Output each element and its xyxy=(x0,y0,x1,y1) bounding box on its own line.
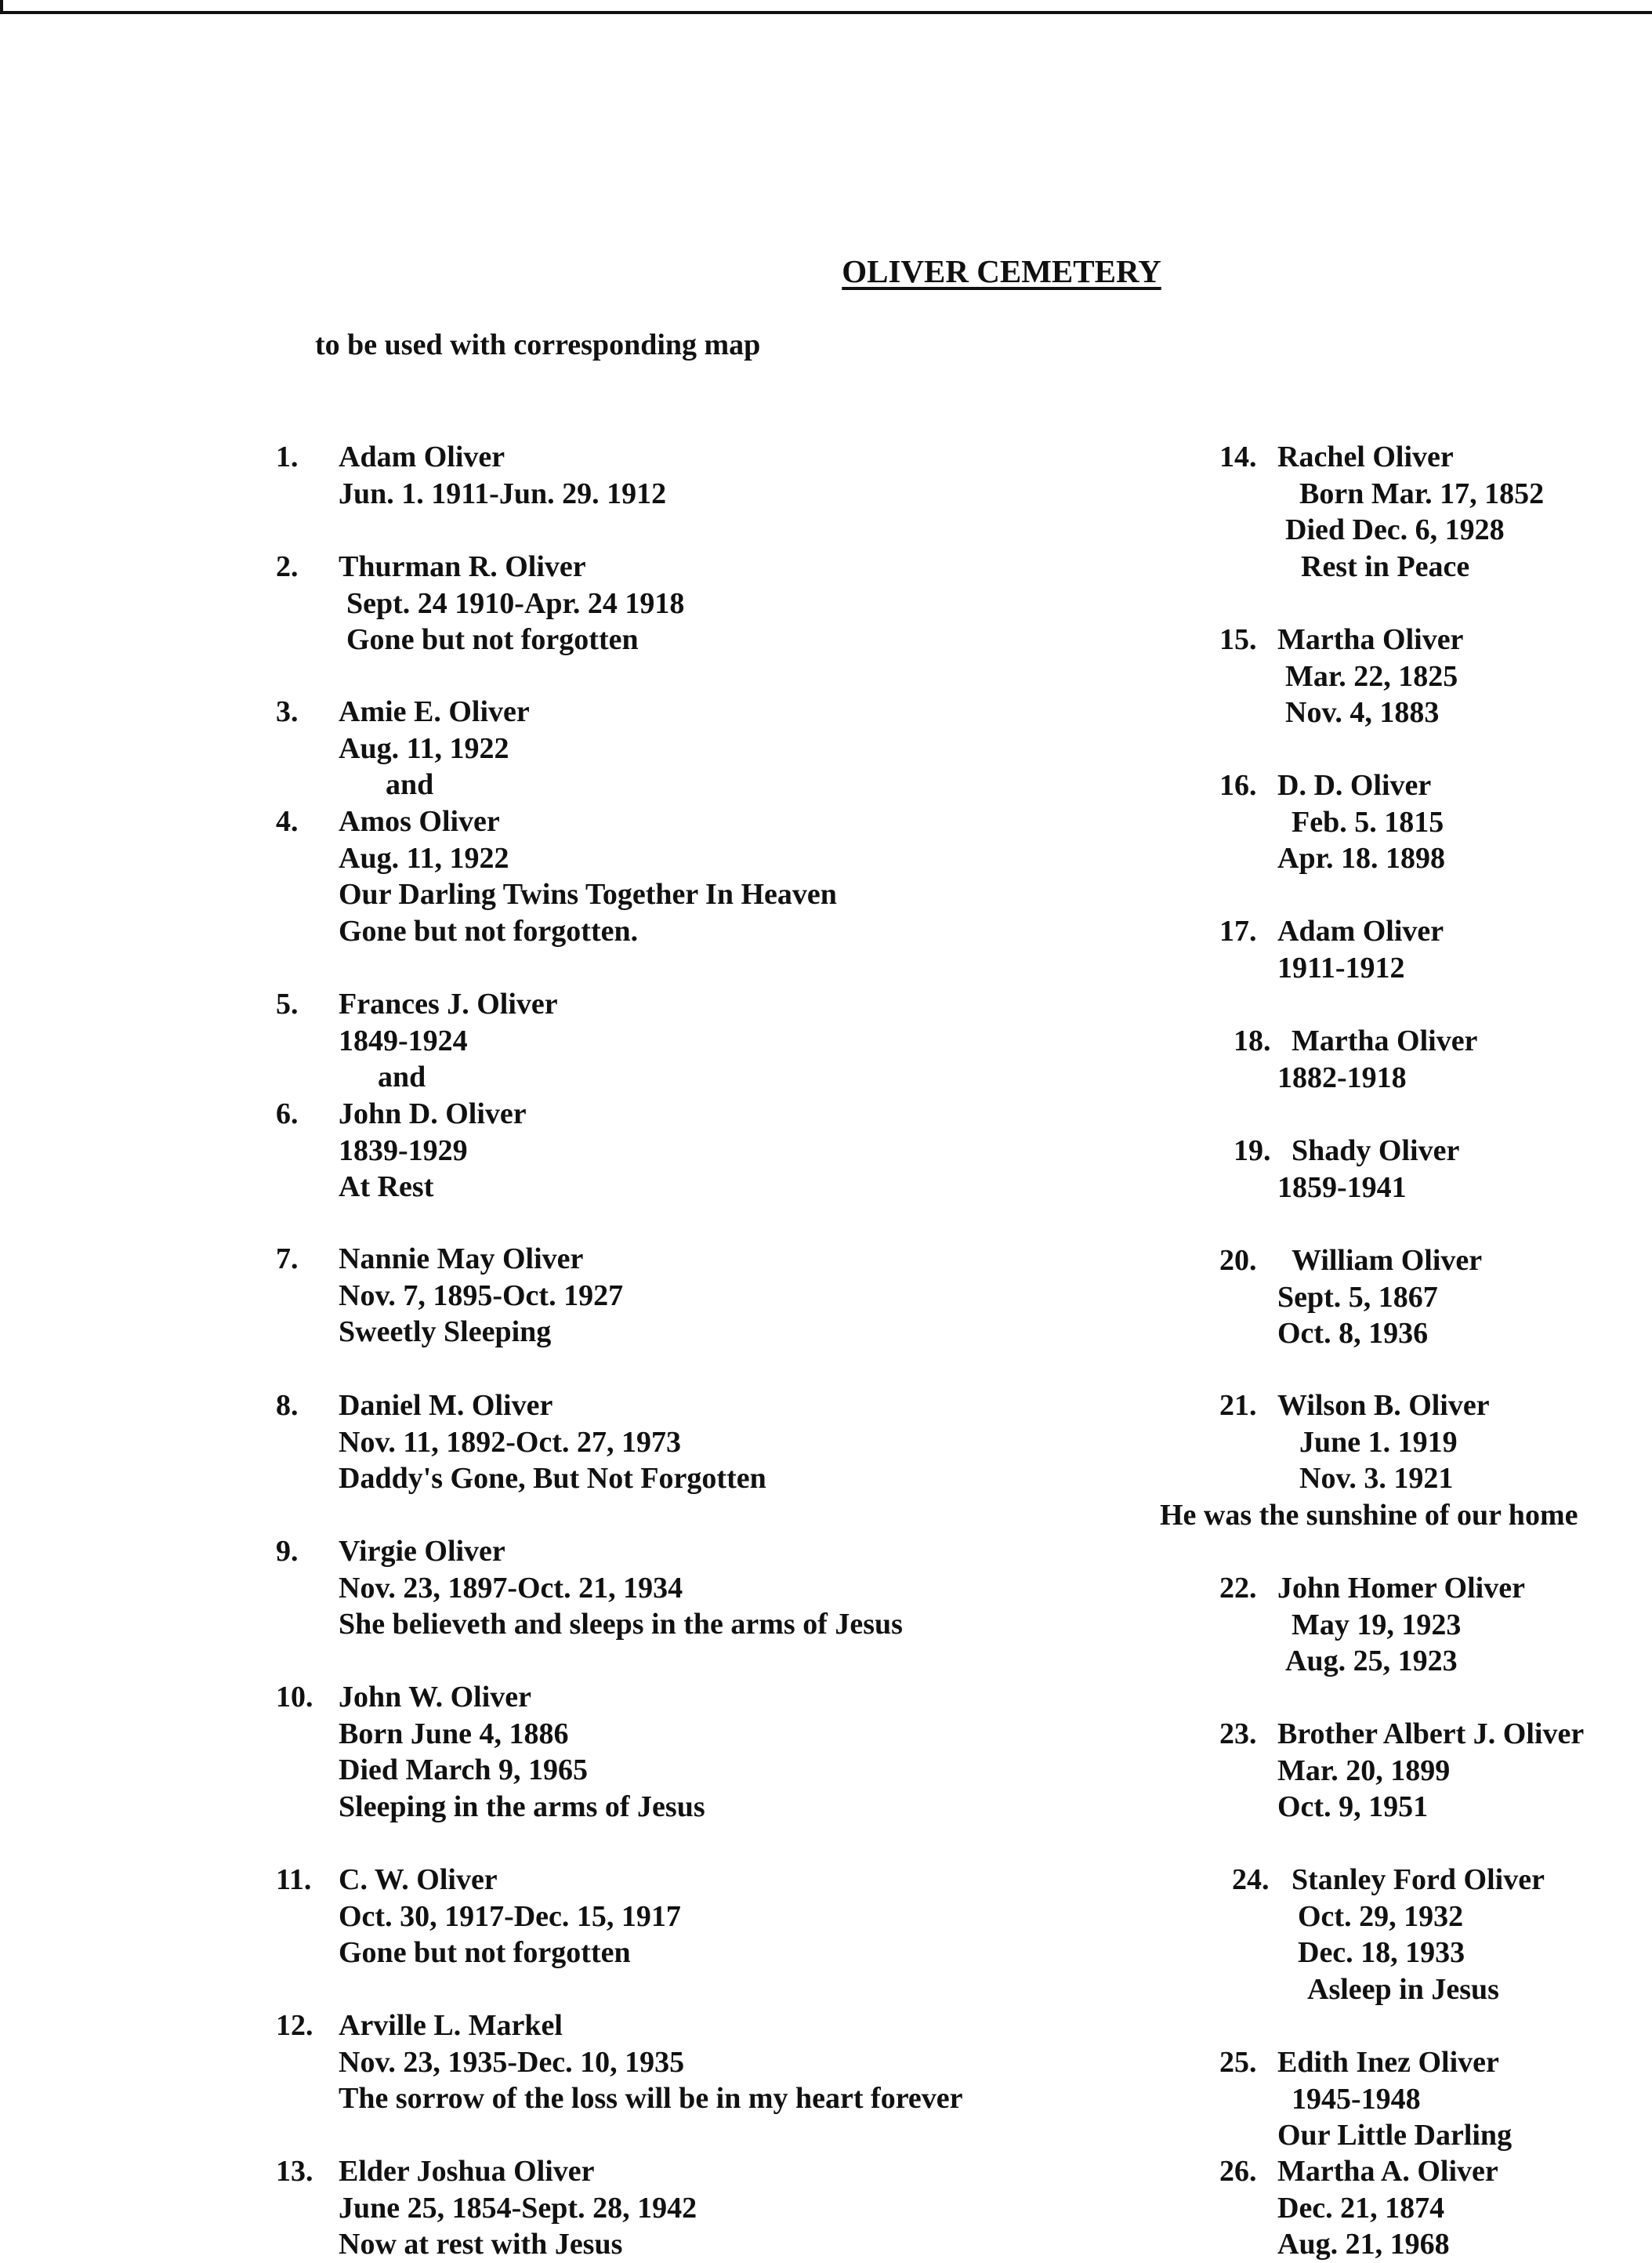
entry-name: Amos Oliver xyxy=(339,805,500,838)
entry-number: 25. xyxy=(1219,2046,1257,2079)
entry-number: 16. xyxy=(1219,769,1257,802)
entry-number: 6. xyxy=(276,1097,299,1130)
entry-number: 17. xyxy=(1219,915,1257,948)
entry-17 xyxy=(0,913,1652,986)
entry-25 xyxy=(0,2044,1652,2154)
entry-14 xyxy=(0,439,1652,585)
top-rule xyxy=(0,11,1652,14)
entry-19 xyxy=(0,1133,1652,1206)
entry-line: Sept. 24 1910-Apr. 24 1918 xyxy=(346,586,685,620)
entry-line: Dec. 18, 1933 xyxy=(1298,1936,1465,1969)
entry-line: He was the sunshine of our home xyxy=(1160,1498,1578,1532)
entry-22 xyxy=(0,1570,1652,1680)
entry-21 xyxy=(0,1387,1652,1533)
entry-number: 12. xyxy=(276,2009,313,2042)
entry-line: Jun. 1. 1911-Jun. 29. 1912 xyxy=(339,477,667,510)
entry-line: Asleep in Jesus xyxy=(1307,1972,1499,2006)
entry-name: Martha Oliver xyxy=(1292,1025,1478,1057)
entry-line: June 25, 1854-Sept. 28, 1942 xyxy=(339,2191,697,2225)
entry-name: C. W. Oliver xyxy=(339,1863,498,1896)
entry-line: Died Dec. 6, 1928 xyxy=(1285,513,1505,546)
entry-line: Gone but not forgotten. xyxy=(339,914,639,948)
entry-number: 2. xyxy=(276,550,299,583)
entry-line: Nov. 11, 1892-Oct. 27, 1973 xyxy=(339,1425,681,1459)
entry-line: Our Little Darling xyxy=(1277,2119,1513,2152)
entry-line: June 1. 1919 xyxy=(1299,1425,1458,1459)
entry-line: Oct. 9, 1951 xyxy=(1277,1790,1429,1823)
entry-name: Martha A. Oliver xyxy=(1277,2155,1498,2188)
entry-15 xyxy=(0,622,1652,731)
entry-line: Rest in Peace xyxy=(1301,549,1470,583)
entry-number: 18. xyxy=(1234,1025,1271,1057)
entry-number: 19. xyxy=(1234,1134,1271,1167)
entry-line: Aug. 11, 1922 xyxy=(339,731,509,765)
entry-line: and xyxy=(378,1061,426,1093)
entry-line: Apr. 18. 1898 xyxy=(1277,842,1445,875)
entry-number: 10. xyxy=(276,1681,313,1714)
entry-number: 5. xyxy=(276,988,299,1021)
entry-24 xyxy=(0,1862,1652,2007)
entry-18 xyxy=(0,1023,1652,1096)
entry-number: 4. xyxy=(276,805,299,838)
entry-line: Gone but not forgotten xyxy=(339,1936,631,1969)
entry-line: 1911-1912 xyxy=(1277,951,1405,985)
entry-line: Nov. 23, 1935-Dec. 10, 1935 xyxy=(339,2045,685,2079)
entry-name: Rachel Oliver xyxy=(1277,441,1454,473)
entry-line: Daddy's Gone, But Not Forgotten xyxy=(339,1462,766,1495)
entry-number: 8. xyxy=(276,1389,299,1422)
entry-line: Oct. 30, 1917-Dec. 15, 1917 xyxy=(339,1899,681,1933)
entry-name: John Homer Oliver xyxy=(1277,1572,1525,1605)
entry-line: Our Darling Twins Together In Heaven xyxy=(339,878,837,911)
entry-line: Oct. 8, 1936 xyxy=(1277,1317,1429,1350)
document-title: OLIVER CEMETERY xyxy=(842,253,1161,289)
entry-name: Arville L. Markel xyxy=(339,2009,563,2042)
entry-name: Nannie May Oliver xyxy=(339,1242,584,1275)
entry-number: 15. xyxy=(1219,623,1257,656)
entry-name: D. D. Oliver xyxy=(1277,769,1432,802)
entry-name: Shady Oliver xyxy=(1292,1134,1460,1167)
entry-number: 26. xyxy=(1219,2155,1257,2188)
entry-line: Now at rest with Jesus xyxy=(339,2228,623,2261)
entry-line: Dec. 21, 1874 xyxy=(1277,2191,1445,2225)
entry-line: 1839-1929 xyxy=(339,1133,468,1167)
entry-name: Edith Inez Oliver xyxy=(1277,2046,1499,2079)
entry-number: 20. xyxy=(1219,1244,1257,1277)
entry-line: 1849-1924 xyxy=(339,1024,468,1057)
entry-number: 23. xyxy=(1219,1717,1257,1750)
entry-line: She believeth and sleeps in the arms of Jesus xyxy=(339,1608,903,1641)
entry-name: Virgie Oliver xyxy=(339,1535,505,1568)
entry-number: 3. xyxy=(276,695,299,728)
entry-line: Nov. 23, 1897-Oct. 21, 1934 xyxy=(339,1571,683,1605)
entry-line: Gone but not forgotten xyxy=(346,623,639,656)
entry-line: Nov. 3. 1921 xyxy=(1299,1462,1454,1495)
entry-name: Brother Albert J. Oliver xyxy=(1277,1717,1585,1750)
entry-name: Wilson B. Oliver xyxy=(1277,1389,1490,1422)
entry-line: At Rest xyxy=(339,1170,434,1203)
entry-number: 14. xyxy=(1219,441,1257,473)
entry-number: 22. xyxy=(1219,1572,1257,1605)
entry-line: Born June 4, 1886 xyxy=(339,1717,569,1750)
entry-26 xyxy=(0,2153,1652,2263)
entry-line: Mar. 20, 1899 xyxy=(1277,1753,1451,1787)
entry-line: Oct. 29, 1932 xyxy=(1298,1899,1464,1933)
entry-line: Nov. 7, 1895-Oct. 1927 xyxy=(339,1278,624,1312)
entry-20 xyxy=(0,1242,1652,1352)
entry-line: Born Mar. 17, 1852 xyxy=(1299,477,1545,510)
entry-number: 1. xyxy=(276,441,299,473)
entry-line: Sleeping in the arms of Jesus xyxy=(339,1790,705,1823)
entry-name: Elder Joshua Oliver xyxy=(339,2155,595,2188)
top-rule-tick xyxy=(0,0,3,14)
entry-name: Adam Oliver xyxy=(1277,915,1444,948)
entry-line: Aug. 25, 1923 xyxy=(1285,1645,1458,1677)
entry-name: Daniel M. Oliver xyxy=(339,1389,553,1422)
entry-number: 24. xyxy=(1232,1863,1270,1896)
document-subtitle: to be used with corresponding map xyxy=(315,328,761,361)
entry-line: Sept. 5, 1867 xyxy=(1277,1280,1438,1314)
entry-name: Adam Oliver xyxy=(339,441,505,473)
entry-line: Aug. 11, 1922 xyxy=(339,841,509,875)
entry-line: and xyxy=(386,768,434,801)
entry-name: Martha Oliver xyxy=(1277,623,1464,656)
entry-number: 9. xyxy=(276,1535,299,1568)
entry-line: The sorrow of the loss will be in my heart forever xyxy=(339,2082,963,2115)
entry-number: 11. xyxy=(276,1863,312,1896)
entry-number: 21. xyxy=(1219,1389,1257,1422)
entry-line: 1945-1948 xyxy=(1292,2082,1421,2116)
entry-line: Mar. 22, 1825 xyxy=(1285,659,1458,693)
entry-line: Nov. 4, 1883 xyxy=(1285,696,1440,729)
entry-name: John W. Oliver xyxy=(339,1681,531,1714)
entry-number: 7. xyxy=(276,1242,299,1275)
entry-number: 13. xyxy=(276,2155,313,2188)
entry-line: 1859-1941 xyxy=(1277,1170,1407,1204)
entry-line: May 19, 1923 xyxy=(1292,1608,1462,1641)
entry-line: Sweetly Sleeping xyxy=(339,1315,552,1348)
entry-name: Stanley Ford Oliver xyxy=(1292,1863,1545,1896)
entry-23 xyxy=(0,1716,1652,1826)
entry-name: John D. Oliver xyxy=(339,1097,527,1130)
entry-line: Died March 9, 1965 xyxy=(339,1753,589,1786)
entry-name: Thurman R. Oliver xyxy=(339,550,586,583)
entry-name: Amie E. Oliver xyxy=(339,695,530,728)
entry-line: Feb. 5. 1815 xyxy=(1292,805,1444,839)
entry-line: Aug. 21, 1968 xyxy=(1277,2228,1450,2261)
entry-16 xyxy=(0,767,1652,877)
entry-line: 1882-1918 xyxy=(1277,1061,1407,1094)
entry-name: Frances J. Oliver xyxy=(339,988,558,1021)
entry-name: William Oliver xyxy=(1292,1244,1483,1277)
